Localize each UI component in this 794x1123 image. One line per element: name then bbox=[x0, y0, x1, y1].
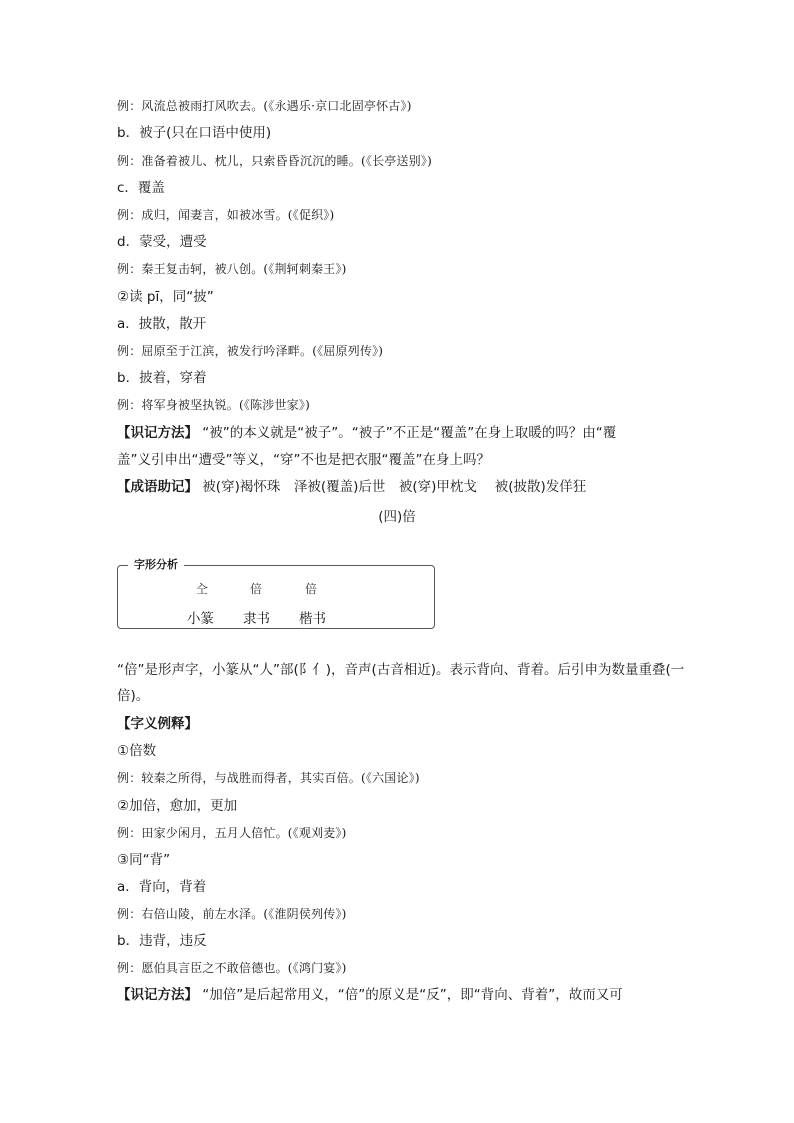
bei2-entry-example: 例：右倍山陵，前左水泽。(《淮阴侯列传》) bbox=[117, 907, 347, 921]
glyph-analysis-title: 字形分析 bbox=[128, 557, 184, 573]
bei-entry-meaning: c．覆盖 bbox=[117, 180, 165, 196]
glyph-regular-script: 倍 bbox=[305, 582, 318, 596]
character-analysis: “倍”是形声字，小篆从“人”部(阝亻)，音声(古音相近)。表示背向、背着。后引申为数量重叠(一倍)。 bbox=[117, 662, 685, 704]
bei2-entry-meaning: a．背向，背着 bbox=[117, 879, 207, 895]
bei-entry-meaning: d．蒙受，遭受 bbox=[117, 234, 207, 250]
bei2-entry-meaning: ②加倍，愈加，更加 bbox=[117, 798, 238, 814]
bei-entry-example: 例：风流总被雨打风吹去。(《永遇乐·京口北固亭怀古》) bbox=[117, 99, 412, 113]
meanings-tag-text: 【字义例释】 bbox=[117, 716, 198, 732]
bei2-entry-example: 例：田家少闲月，五月人倍忙。(《观刈麦》) bbox=[117, 826, 347, 840]
bei-entry-meaning: b．被子(只在口语中使用) bbox=[117, 125, 272, 141]
memory-method-text: “加倍”是后起常用义，“倍”的原义是“反”，即“背向、背着”，故而又可 bbox=[202, 987, 623, 1003]
label-seal-script: 小篆 bbox=[187, 611, 214, 627]
bei-entry-meaning: a．披散，散开 bbox=[117, 316, 207, 332]
memory-method-2 bbox=[117, 985, 623, 1005]
idiom-aid-text: 被(穿)褐怀珠 泽被(覆盖)后世 被(穿)甲枕戈 被(披散)发佯狂 bbox=[202, 479, 587, 495]
glyph-clerical-script: 倍 bbox=[250, 582, 263, 596]
section-heading: (四)倍 bbox=[378, 509, 416, 525]
bei-entry-example: 例：秦王复击轲，被八创。(《荆轲刺秦王》) bbox=[117, 262, 347, 276]
bei2-entry-meaning: b．违背，违反 bbox=[117, 933, 207, 949]
bei-entry-meaning: b．披着，穿着 bbox=[117, 370, 207, 386]
bei-entry-example: 例：屈原至于江滨，被发行吟泽畔。(《屈原列传》) bbox=[117, 344, 384, 358]
memory-method-tag: 【识记方法】 bbox=[117, 987, 198, 1003]
meanings-tag bbox=[117, 714, 198, 734]
bei-entry-example: 例：成归，闻妻言，如被冰雪。(《促织》) bbox=[117, 208, 335, 222]
bei-entry-example: 例：准备着被儿、枕儿，只索昏昏沉沉的睡。(《长亭送别》) bbox=[117, 154, 432, 168]
glyph-analysis-box bbox=[117, 558, 435, 629]
label-regular-script: 楷书 bbox=[299, 611, 326, 627]
idiom-aid bbox=[117, 477, 586, 497]
bei2-entry-meaning: ③同“背” bbox=[117, 852, 171, 868]
bei2-entry-meaning: ①倍数 bbox=[117, 743, 157, 759]
bei2-entry-example: 例：愿伯具言臣之不敢倍德也。(《鸿门宴》) bbox=[117, 961, 347, 975]
idiom-aid-tag: 【成语助记】 bbox=[117, 479, 198, 495]
memory-method-1 bbox=[117, 423, 616, 443]
label-clerical-script: 隶书 bbox=[243, 611, 270, 627]
bei2-entry-example: 例：较秦之所得，与战胜而得者，其实百倍。(《六国论》) bbox=[117, 771, 420, 785]
memory-method-text-1: “被”的本义就是“被子”。“被子”不正是“覆盖”在身上取暖的吗？由“覆 bbox=[202, 425, 617, 441]
bei-entry-meaning: ②读 pī，同“披” bbox=[117, 289, 214, 305]
memory-method-text-2: 盖”义引申出“遭受”等义，“穿”不也是把衣服“覆盖”在身上吗？ bbox=[117, 452, 490, 468]
memory-method-tag: 【识记方法】 bbox=[117, 425, 198, 441]
bei-entry-example: 例：将军身被坚执锐。(《陈涉世家》) bbox=[117, 398, 310, 412]
glyph-seal-script: 㒰 bbox=[196, 582, 209, 596]
